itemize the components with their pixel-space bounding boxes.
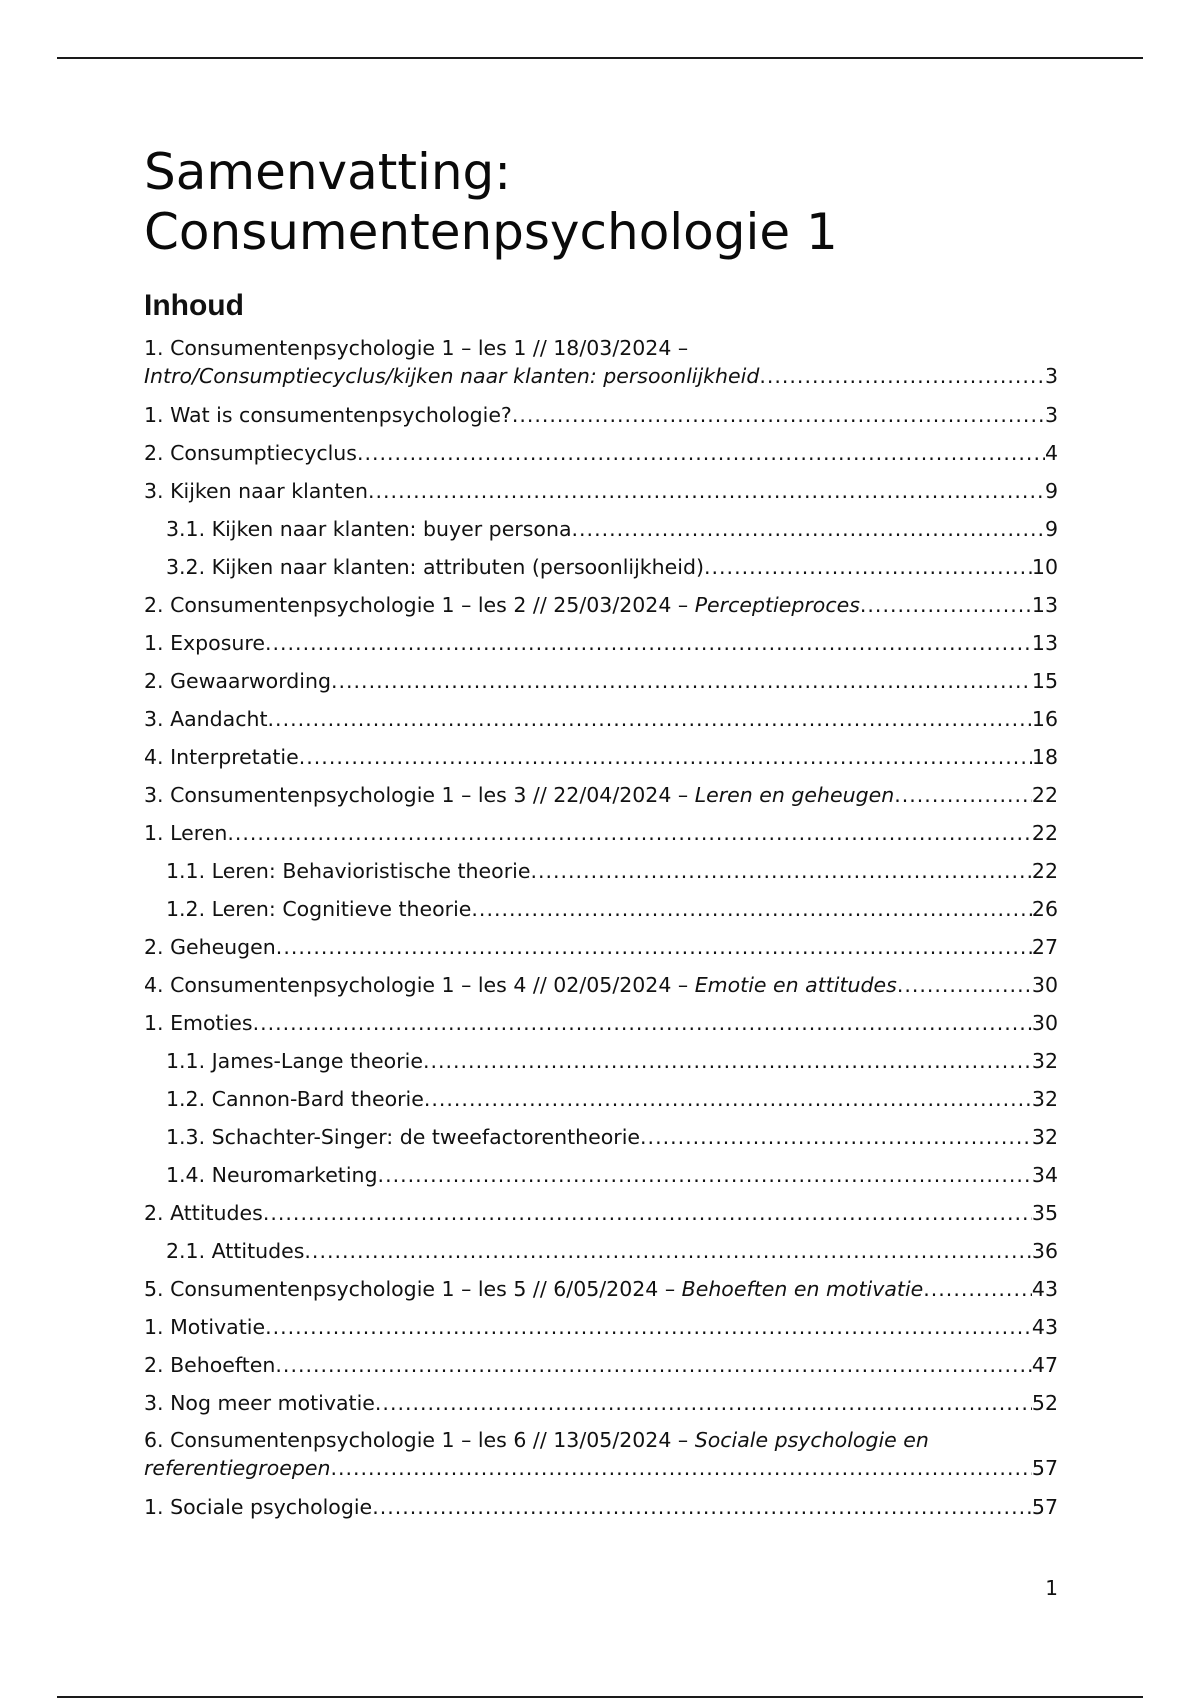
document-body [144, 142, 1058, 1526]
toc-entry-text: 1.4. Neuromarketing [166, 1163, 378, 1187]
dot-leader [512, 396, 1045, 434]
toc-entry-text: 2. Consumentenpsychologie 1 – les 2 // 25/03/2024 – Perceptieproces [144, 593, 860, 617]
toc-entry-text: 3. Aandacht [144, 707, 268, 731]
toc-page-number: 57 [1031, 1456, 1058, 1480]
toc-entry[interactable] [144, 814, 1058, 852]
dot-leader [253, 1004, 1032, 1042]
header-rule [57, 57, 1143, 59]
dot-leader [424, 1080, 1032, 1118]
table-of-contents [144, 334, 1058, 1526]
toc-entry[interactable] [144, 1384, 1058, 1422]
toc-page-number: 4 [1044, 441, 1058, 465]
toc-entry-text: 1. Sociale psychologie [144, 1495, 373, 1519]
dot-leader [276, 928, 1032, 966]
toc-entry[interactable] [144, 624, 1058, 662]
dot-leader [265, 624, 1032, 662]
toc-entry[interactable] [144, 1004, 1058, 1042]
toc-page-number: 57 [1031, 1495, 1058, 1519]
dot-leader [265, 1308, 1032, 1346]
toc-page-number: 26 [1031, 897, 1058, 921]
dot-leader [368, 472, 1045, 510]
toc-subentry[interactable] [144, 510, 1058, 548]
dot-leader [704, 548, 1032, 586]
dot-leader [897, 966, 1032, 1004]
dot-leader [263, 1194, 1032, 1232]
toc-page-number: 16 [1031, 707, 1058, 731]
toc-page-number: 22 [1031, 821, 1058, 845]
toc-entry-continuation: Intro/Consumptiecyclus/kijken naar klanten: persoonlijkheid [144, 364, 760, 388]
dot-leader [530, 852, 1031, 890]
dot-leader [471, 890, 1032, 928]
toc-entry[interactable] [144, 1346, 1058, 1384]
toc-subentry[interactable] [144, 890, 1058, 928]
toc-entry-subtitle: Leren en geheugen [694, 783, 895, 807]
dot-leader [331, 662, 1032, 700]
toc-entry[interactable] [144, 928, 1058, 966]
toc-page-number: 47 [1031, 1353, 1058, 1377]
toc-entry-text: 2. Geheugen [144, 935, 276, 959]
dot-leader [894, 776, 1032, 814]
toc-entry-text: 1. Wat is consumentenpsychologie? [144, 403, 512, 427]
toc-page-number: 15 [1031, 669, 1058, 693]
toc-heading: Inhoud [144, 289, 244, 322]
toc-entry-text: 4. Interpretatie [144, 745, 299, 769]
dot-leader [378, 1156, 1032, 1194]
dot-leader [372, 1488, 1032, 1526]
toc-entry-text: 3. Nog meer motivatie [144, 1391, 375, 1415]
toc-page-number: 43 [1031, 1315, 1058, 1339]
toc-page-number: 13 [1031, 593, 1058, 617]
toc-page-number: 36 [1031, 1239, 1058, 1263]
toc-page-number: 32 [1031, 1049, 1058, 1073]
toc-page-number: 30 [1031, 973, 1058, 997]
toc-entry-text: 3. Kijken naar klanten [144, 479, 368, 503]
dot-leader [275, 1346, 1032, 1384]
toc-page-number: 32 [1031, 1125, 1058, 1149]
toc-entry-text: 1. Leren [144, 821, 228, 845]
footer-rule [57, 1696, 1143, 1698]
toc-entry-text: 1.3. Schachter-Singer: de tweefactorentheorie [166, 1125, 641, 1149]
toc-subentry[interactable] [144, 1042, 1058, 1080]
toc-entry[interactable] [144, 396, 1058, 434]
toc-entry-text: 1.1. James-Lange theorie [166, 1049, 423, 1073]
toc-page-number: 22 [1031, 859, 1058, 883]
toc-entry-subtitle: Sociale psychologie en [694, 1428, 929, 1452]
dot-leader [640, 1118, 1032, 1156]
dot-leader [357, 434, 1045, 472]
toc-subentry[interactable] [144, 1156, 1058, 1194]
toc-page-number: 35 [1031, 1201, 1058, 1225]
toc-entry-subtitle: Perceptieproces [694, 593, 860, 617]
toc-entry-text: 5. Consumentenpsychologie 1 – les 5 // 6/05/2024 – Behoeften en motivatie [144, 1277, 924, 1301]
dot-leader [423, 1042, 1032, 1080]
document-title [144, 142, 1058, 262]
toc-subentry[interactable] [144, 1232, 1058, 1270]
toc-entry[interactable] [144, 434, 1058, 472]
title-line-1: Samenvatting: [144, 143, 512, 201]
dot-leader [268, 700, 1032, 738]
toc-subentry[interactable] [144, 548, 1058, 586]
toc-entry[interactable] [144, 662, 1058, 700]
toc-chapter-3[interactable] [144, 776, 1058, 814]
toc-entry[interactable] [144, 1308, 1058, 1346]
toc-entry-text: 2. Consumptiecyclus [144, 441, 357, 465]
toc-page-number: 32 [1031, 1087, 1058, 1111]
toc-entry-text: 2. Gewaarwording [144, 669, 331, 693]
toc-entry-text: 1. Emoties [144, 1011, 253, 1035]
toc-entry-text: 1. Exposure [144, 631, 265, 655]
toc-page-number: 3 [1044, 403, 1058, 427]
toc-entry[interactable] [144, 1488, 1058, 1526]
toc-entry-text: 1.2. Leren: Cognitieve theorie [166, 897, 472, 921]
toc-chapter-5[interactable] [144, 1270, 1058, 1308]
toc-entry[interactable] [144, 738, 1058, 776]
dot-leader [330, 1454, 1031, 1482]
toc-page-number: 30 [1031, 1011, 1058, 1035]
toc-page-number: 43 [1031, 1277, 1058, 1301]
toc-entry-text: 1. Motivatie [144, 1315, 266, 1339]
page-number: 1 [1045, 1576, 1058, 1600]
toc-entry-text: 3.1. Kijken naar klanten: buyer persona [166, 517, 572, 541]
toc-entry-text: 3.2. Kijken naar klanten: attributen (persoonlijkheid) [166, 555, 704, 579]
toc-entry-text: 1.1. Leren: Behavioristische theorie [166, 859, 531, 883]
toc-entry-text: 6. Consumentenpsychologie 1 – les 6 // 13/05/2024 – Sociale psychologie en [144, 1428, 929, 1452]
toc-chapter-4[interactable] [144, 966, 1058, 1004]
toc-page-number: 10 [1031, 555, 1058, 579]
toc-entry-text: 4. Consumentenpsychologie 1 – les 4 // 02/05/2024 – Emotie en attitudes [144, 973, 897, 997]
dot-leader [572, 510, 1045, 548]
toc-entry-text: 2. Attitudes [144, 1201, 263, 1225]
toc-chapter-1[interactable] [144, 334, 1058, 390]
toc-page-number: 27 [1031, 935, 1058, 959]
dot-leader [759, 362, 1045, 390]
dot-leader [923, 1270, 1032, 1308]
toc-entry-text: 2. Behoeften [144, 1353, 276, 1377]
toc-page-number: 9 [1044, 479, 1058, 503]
toc-subentry[interactable] [144, 1080, 1058, 1118]
dot-leader [227, 814, 1032, 852]
toc-page-number: 3 [1044, 364, 1058, 388]
dot-leader [860, 586, 1032, 624]
title-line-2: Consumentenpsychologie 1 [144, 203, 838, 261]
toc-page-number: 18 [1031, 745, 1058, 769]
dot-leader [299, 738, 1032, 776]
toc-entry[interactable] [144, 472, 1058, 510]
toc-page-number: 9 [1044, 517, 1058, 541]
toc-entry-subtitle: Emotie en attitudes [694, 973, 897, 997]
toc-entry-text: 1. Consumentenpsychologie 1 – les 1 // 18/03/2024 – [144, 336, 689, 360]
toc-chapter-2[interactable] [144, 586, 1058, 624]
toc-page-number: 13 [1031, 631, 1058, 655]
toc-entry[interactable] [144, 700, 1058, 738]
toc-entry-text: 2.1. Attitudes [166, 1239, 305, 1263]
toc-entry-continuation: referentiegroepen [144, 1456, 331, 1480]
toc-entry[interactable] [144, 1194, 1058, 1232]
toc-entry-text: 3. Consumentenpsychologie 1 – les 3 // 22/04/2024 – Leren en geheugen [144, 783, 895, 807]
toc-entry-text: 1.2. Cannon-Bard theorie [166, 1087, 424, 1111]
dot-leader [375, 1384, 1032, 1422]
toc-page-number: 34 [1031, 1163, 1058, 1187]
dot-leader [304, 1232, 1032, 1270]
toc-subentry[interactable] [144, 852, 1058, 890]
toc-chapter-6[interactable] [144, 1426, 1058, 1482]
toc-page-number: 52 [1031, 1391, 1058, 1415]
toc-entry-subtitle: Behoeften en motivatie [681, 1277, 924, 1301]
toc-subentry[interactable] [144, 1118, 1058, 1156]
toc-page-number: 22 [1031, 783, 1058, 807]
